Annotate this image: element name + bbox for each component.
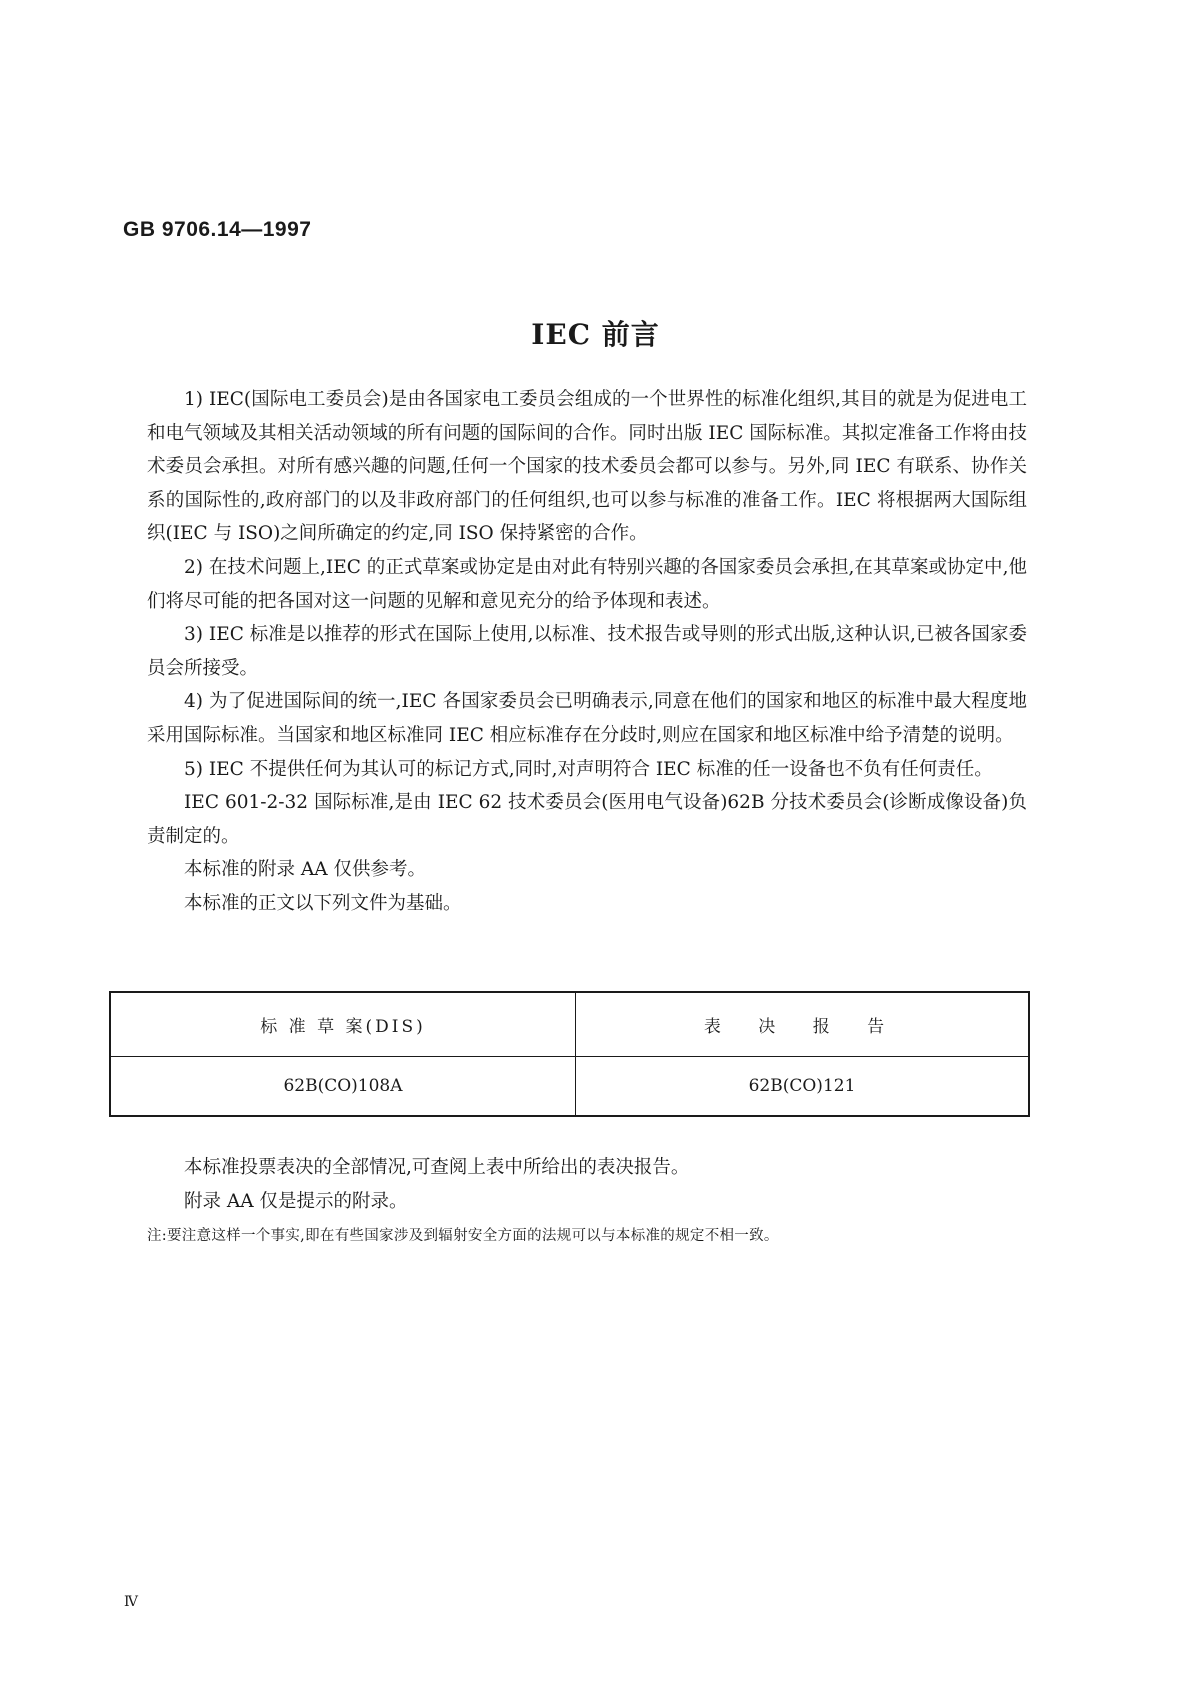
page-title: IEC 前言 — [531, 318, 660, 351]
documents-table — [109, 991, 1030, 1117]
table-header-dis: 标 准 草 案(DIS) — [111, 993, 576, 1057]
standard-number: GB 9706.14—1997 — [123, 218, 312, 241]
paragraph-committee: IEC 601-2-32 国际标准,是由 IEC 62 技术委员会(医用电气设备)62B 分技术委员会(诊断成像设备)负责制定的。 — [147, 792, 1027, 847]
paragraph-2: 2) 在技术问题上,IEC 的正式草案或协定是由对此有特别兴趣的各国家委员会承担,在其草案或协定中,他们将尽可能的把各国对这一问题的见解和意见充分的给予体现和表述。 — [147, 556, 1027, 612]
foreword-body — [147, 383, 1027, 921]
page-number: Ⅳ — [124, 1594, 138, 1610]
table-row — [111, 1057, 1028, 1116]
table-header-vote-report: 表 决 报 告 — [576, 993, 1029, 1057]
paragraph-appendix-ref: 本标准的附录 AA 仅供参考。 — [184, 859, 426, 881]
paragraph-basis: 本标准的正文以下列文件为基础。 — [184, 892, 462, 914]
paragraph-1: 1) IEC(国际电工委员会)是由各国家电工委员会组成的一个世界性的标准化组织,其目的就是为促进电工和电气领域及其相关活动领域的所有问题的国际间的合作。同时出版 IEC 国际标准。其拟定准备工作将由技术委员会承担。对所有感兴趣的问题,任何一个国家的技术委员会都可以参与。另外,同 IEC 有联系、协作关系的国际性的,政府部门的以及非政府部门的任何组织,也可以参与标准的准备工作。IEC 将根据两大国际组织(IEC 与 ISO)之间所确定的约定,同 ISO 保持紧密的合作。 — [147, 389, 1027, 545]
paragraph-voting: 本标准投票表决的全部情况,可查阅上表中所给出的表决报告。 — [184, 1157, 690, 1178]
footnote: 注:要注意这样一个事实,即在有些国家涉及到辐射安全方面的法规可以与本标准的规定不相一致。 — [147, 1228, 779, 1244]
table-cell-vote-report: 62B(CO)121 — [748, 1076, 856, 1096]
paragraph-3: 3) IEC 标准是以推荐的形式在国际上使用,以标准、技术报告或导则的形式出版,这种认识,已被各国家委员会所接受。 — [147, 624, 1027, 679]
paragraph-4: 4) 为了促进国际间的统一,IEC 各国家委员会已明确表示,同意在他们的国家和地区的标准中最大程度地采用国际标准。当国家和地区标准同 IEC 相应标准存在分歧时,则应在国家和地区标准中给予清楚的说明。 — [147, 691, 1027, 746]
table-header-row — [111, 993, 1028, 1057]
after-table-text — [147, 1151, 1027, 1218]
paragraph-5: 5) IEC 不提供任何为其认可的标记方式,同时,对声明符合 IEC 标准的任一设备也不负有任何责任。 — [184, 758, 993, 780]
table-cell-dis: 62B(CO)108A — [111, 1057, 576, 1116]
paragraph-appendix-note: 附录 AA 仅是提示的附录。 — [184, 1190, 408, 1212]
